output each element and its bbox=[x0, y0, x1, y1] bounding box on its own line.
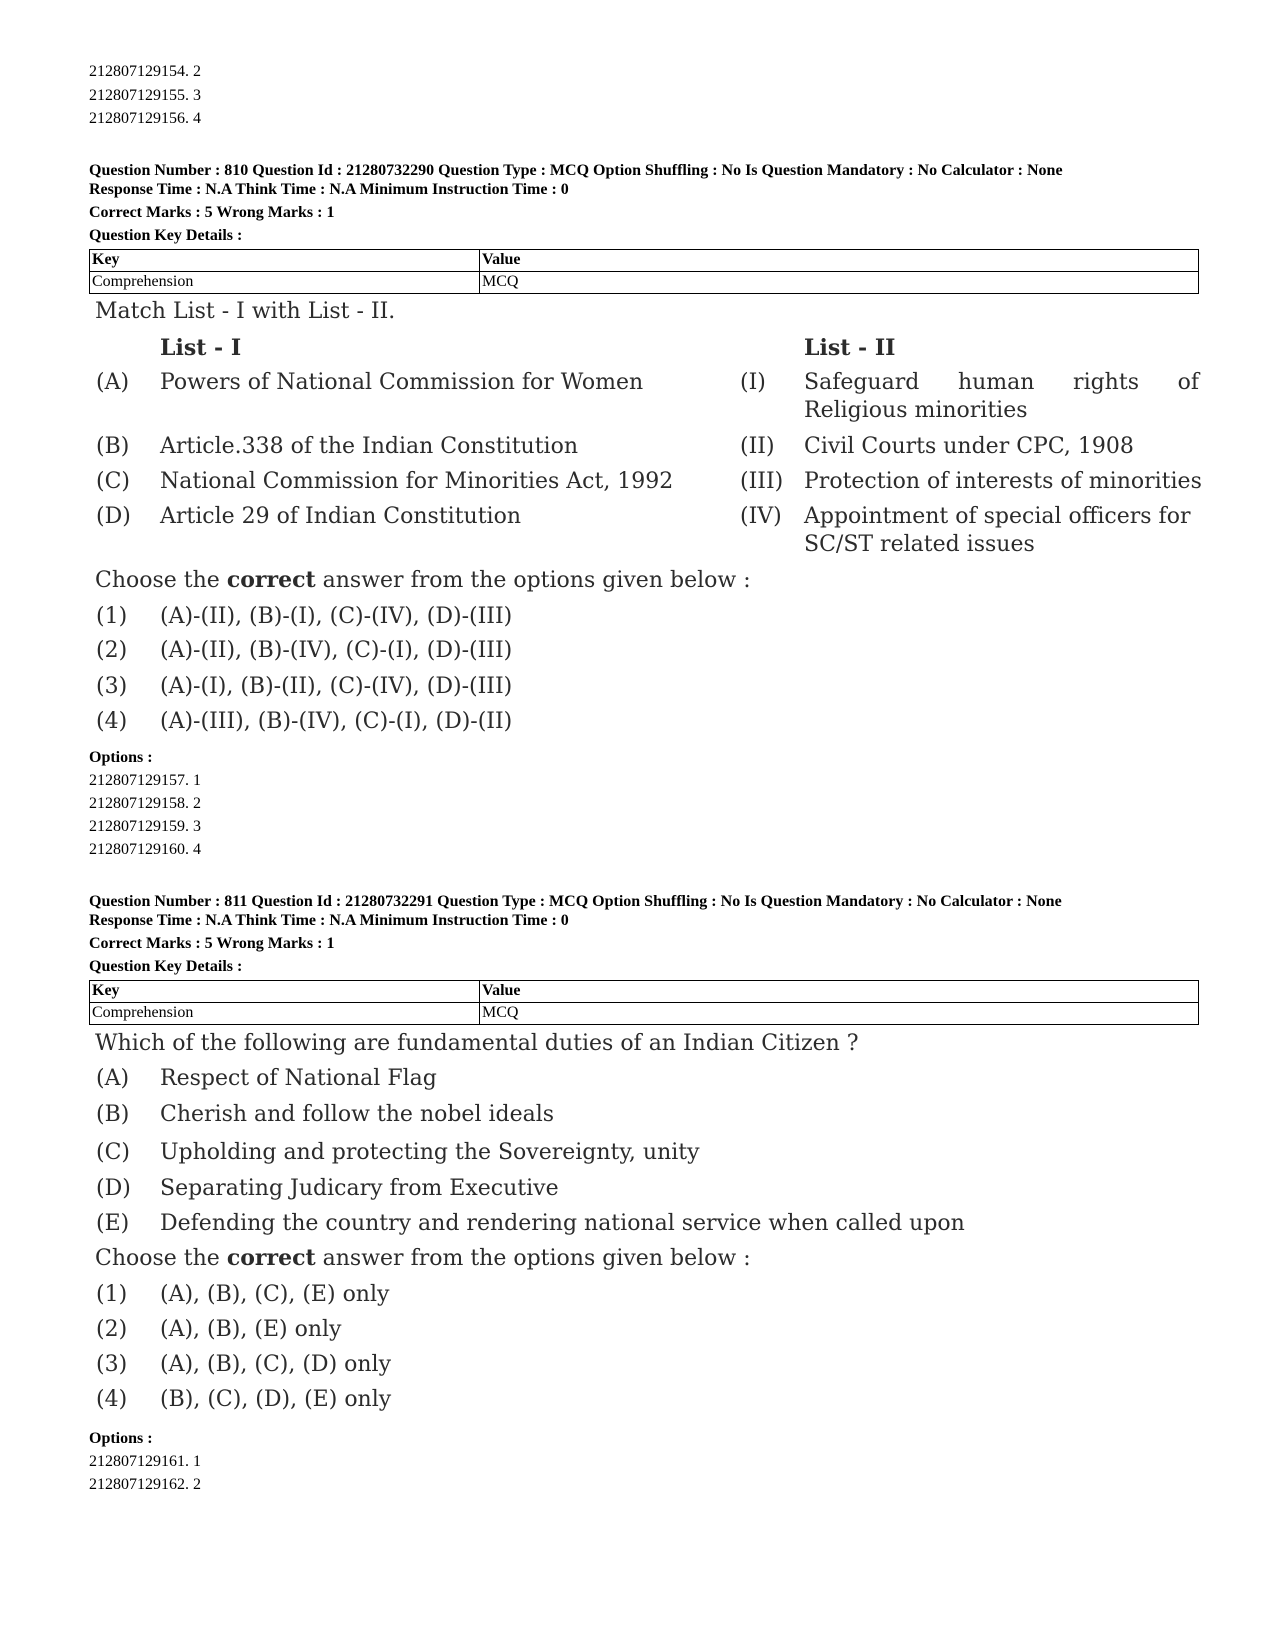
table-cell-value: MCQ bbox=[480, 272, 1199, 294]
item-label: (E) bbox=[96, 1211, 130, 1236]
list-1-label: (D) bbox=[96, 504, 131, 529]
question-meta-line: Question Number : 811 Question Id : 21280732291 Question Type : MCQ Option Shuffling : No Is Question Mandatory : No Calculator : None bbox=[89, 893, 1062, 910]
option-line: 212807129160. 4 bbox=[89, 841, 201, 858]
item-text: Cherish and follow the nobel ideals bbox=[160, 1102, 555, 1127]
answer-number: (2) bbox=[96, 638, 128, 663]
answer-text: (A), (B), (E) only bbox=[160, 1317, 342, 1342]
item-label: (B) bbox=[96, 1102, 130, 1127]
item-label: (A) bbox=[96, 1066, 130, 1091]
choose-text: answer from the options given below : bbox=[315, 568, 751, 593]
question-marks: Correct Marks : 5 Wrong Marks : 1 bbox=[89, 204, 335, 221]
list-2-label: (I) bbox=[740, 370, 766, 395]
question-marks: Correct Marks : 5 Wrong Marks : 1 bbox=[89, 935, 335, 952]
choose-text: Choose the bbox=[95, 568, 227, 593]
choose-instruction bbox=[95, 566, 751, 595]
question-stem: Which of the following are fundamental duties of an Indian Citizen ? bbox=[95, 1031, 859, 1056]
answer-number: (1) bbox=[96, 1282, 128, 1307]
table-cell-key: Comprehension bbox=[90, 1003, 480, 1025]
list-1-title: List - I bbox=[160, 335, 242, 361]
options-label: Options : bbox=[89, 1430, 153, 1447]
option-line: 212807129156. 4 bbox=[89, 110, 201, 127]
option-line: 212807129157. 1 bbox=[89, 772, 201, 789]
answer-text: (A), (B), (C), (D) only bbox=[160, 1352, 392, 1377]
table-header-row bbox=[90, 250, 1199, 272]
table-header-value: Value bbox=[480, 250, 1199, 272]
question-key-details-label: Question Key Details : bbox=[89, 227, 243, 244]
item-label: (D) bbox=[96, 1176, 131, 1201]
table-cell-value: MCQ bbox=[480, 1003, 1199, 1025]
answer-text: (A)-(II), (B)-(IV), (C)-(I), (D)-(III) bbox=[160, 638, 513, 663]
list-2-label: (II) bbox=[740, 434, 775, 459]
list-2-item: Protection of interests of minorities bbox=[804, 469, 1202, 494]
option-line: 212807129159. 3 bbox=[89, 818, 201, 835]
answer-number: (3) bbox=[96, 1352, 128, 1377]
option-line: 212807129158. 2 bbox=[89, 795, 201, 812]
option-line: 212807129162. 2 bbox=[89, 1476, 201, 1493]
choose-text: answer from the options given below : bbox=[315, 1246, 751, 1271]
list-2-title: List - II bbox=[804, 335, 896, 361]
list-2-label: (III) bbox=[740, 469, 784, 494]
question-key-table bbox=[89, 980, 1199, 1025]
answer-number: (2) bbox=[96, 1317, 128, 1342]
table-header-value: Value bbox=[480, 981, 1199, 1003]
options-label: Options : bbox=[89, 749, 153, 766]
answer-text: (A), (B), (C), (E) only bbox=[160, 1282, 390, 1307]
list-1-label: (A) bbox=[96, 370, 130, 395]
answer-number: (4) bbox=[96, 709, 128, 734]
option-line: 212807129154. 2 bbox=[89, 63, 201, 80]
list-2-item-text: Safeguard human rights of Religious minorities bbox=[804, 370, 1199, 423]
list-1-item: Article 29 of Indian Constitution bbox=[160, 504, 521, 529]
question-meta-line: Question Number : 810 Question Id : 21280732290 Question Type : MCQ Option Shuffling : No Is Question Mandatory : No Calculator : None bbox=[89, 162, 1063, 179]
table-cell-key: Comprehension bbox=[90, 272, 480, 294]
answer-text: (A)-(II), (B)-(I), (C)-(IV), (D)-(III) bbox=[160, 604, 513, 629]
list-2-item bbox=[804, 369, 1199, 425]
question-meta-line: Response Time : N.A Think Time : N.A Minimum Instruction Time : 0 bbox=[89, 912, 569, 929]
option-line: 212807129161. 1 bbox=[89, 1453, 201, 1470]
answer-number: (4) bbox=[96, 1387, 128, 1412]
question-stem: Match List - I with List - II. bbox=[95, 299, 396, 324]
list-1-item: Article.338 of the Indian Constitution bbox=[160, 434, 579, 459]
list-2-item: Civil Courts under CPC, 1908 bbox=[804, 434, 1134, 459]
list-1-item: Powers of National Commission for Women bbox=[160, 370, 644, 395]
answer-text: (A)-(III), (B)-(IV), (C)-(I), (D)-(II) bbox=[160, 709, 513, 734]
list-1-item: National Commission for Minorities Act, 1992 bbox=[160, 469, 674, 494]
option-line: 212807129155. 3 bbox=[89, 87, 201, 104]
item-text: Respect of National Flag bbox=[160, 1066, 437, 1091]
table-row bbox=[90, 1003, 1199, 1025]
answer-text: (B), (C), (D), (E) only bbox=[160, 1387, 392, 1412]
answer-number: (3) bbox=[96, 674, 128, 699]
choose-bold: correct bbox=[226, 1245, 316, 1271]
question-meta-line: Response Time : N.A Think Time : N.A Minimum Instruction Time : 0 bbox=[89, 181, 569, 198]
answer-text: (A)-(I), (B)-(II), (C)-(IV), (D)-(III) bbox=[160, 674, 513, 699]
item-label: (C) bbox=[96, 1140, 130, 1165]
choose-text: Choose the bbox=[95, 1246, 227, 1271]
question-key-details-label: Question Key Details : bbox=[89, 958, 243, 975]
list-1-label: (C) bbox=[96, 469, 130, 494]
table-header-key: Key bbox=[90, 250, 480, 272]
table-header-row bbox=[90, 981, 1199, 1003]
table-header-key: Key bbox=[90, 981, 480, 1003]
table-row bbox=[90, 272, 1199, 294]
list-2-item bbox=[804, 503, 1199, 559]
list-2-label: (IV) bbox=[740, 504, 782, 529]
item-text: Upholding and protecting the Sovereignty, unity bbox=[160, 1140, 700, 1165]
item-text: Defending the country and rendering national service when called upon bbox=[160, 1211, 965, 1236]
choose-bold: correct bbox=[226, 567, 316, 593]
choose-instruction bbox=[95, 1244, 751, 1273]
item-text: Separating Judicary from Executive bbox=[160, 1176, 559, 1201]
question-key-table bbox=[89, 249, 1199, 294]
list-2-item-text: Appointment of special officers for SC/ST related issues bbox=[804, 504, 1191, 557]
answer-number: (1) bbox=[96, 604, 128, 629]
list-1-label: (B) bbox=[96, 434, 130, 459]
